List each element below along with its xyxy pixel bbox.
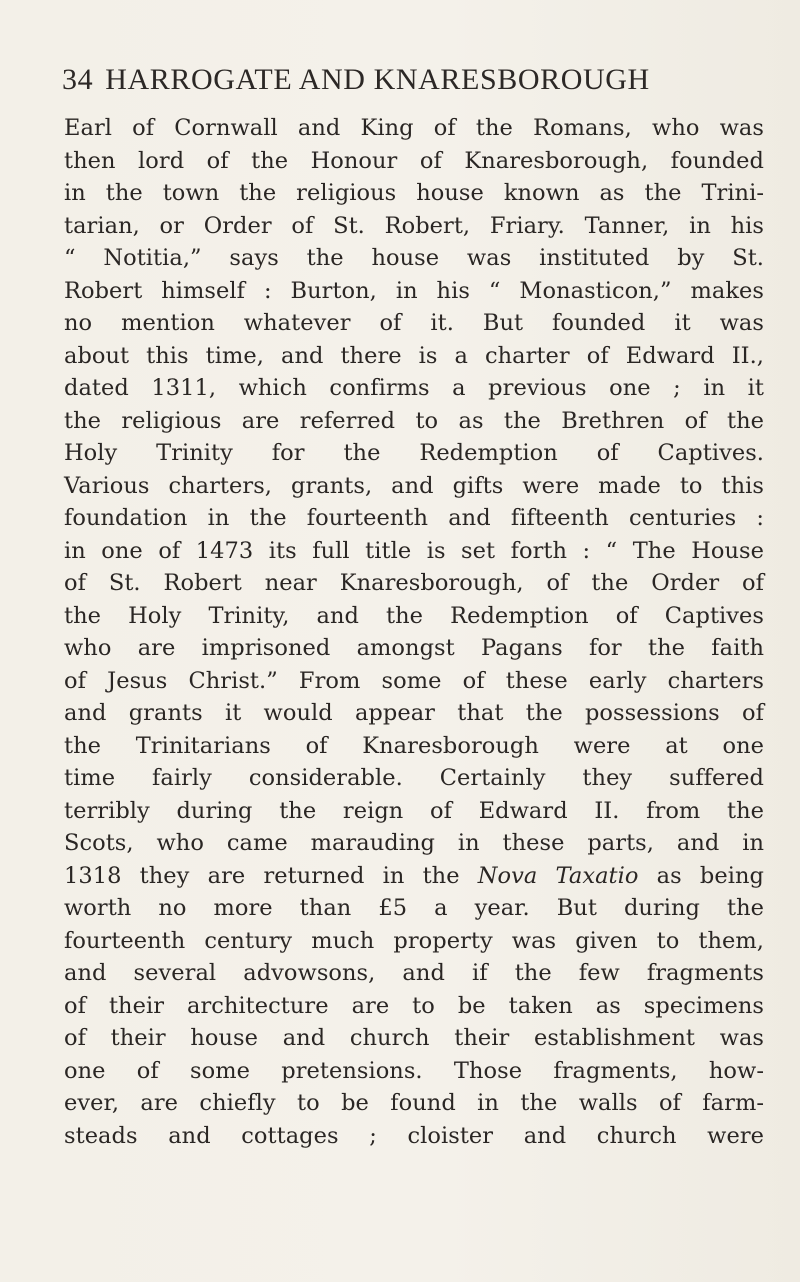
- text-line: Various charters, grants, and gifts were made to this: [64, 472, 764, 499]
- text-line: one of some pretensions. Those fragments, how-: [64, 1057, 764, 1084]
- text-line: of St. Robert near Knaresborough, of the Order of: [64, 570, 764, 596]
- text-line: tarian, or Order of St. Robert, Friary. Tanner, in his: [64, 212, 764, 239]
- running-head: [62, 60, 752, 100]
- text-line: foundation in the fourteenth and fifteenth centuries :: [64, 505, 764, 531]
- text-line: fourteenth century much property was given to them,: [64, 927, 764, 954]
- text-line: of their architecture are to be taken as specimens: [64, 992, 764, 1019]
- text-line: the Holy Trinity, and the Redemption of Captives: [64, 602, 764, 629]
- text-line: then lord of the Honour of Knaresborough, founded: [64, 147, 764, 174]
- text-line: and grants it would appear that the possessions of: [64, 700, 764, 726]
- text-line: about this time, and there is a charter of Edward II.,: [64, 342, 764, 369]
- text-line: worth no more than £5 a year. But during the: [64, 895, 764, 921]
- text-line: in one of 1473 its full title is set forth : “ The House: [64, 537, 764, 564]
- text-line: Holy Trinity for the Redemption of Captives.: [64, 440, 764, 466]
- text-line: the religious are referred to as the Brethren of the: [64, 407, 764, 434]
- text-line: no mention whatever of it. But founded it was: [64, 310, 764, 336]
- text-line: Scots, who came marauding in these parts, and in: [64, 830, 764, 856]
- text-line: ever, are chiefly to be found in the walls of farm-: [64, 1090, 764, 1116]
- running-title: HARROGATE AND KNARESBOROUGH: [105, 63, 650, 96]
- text-line: the Trinitarians of Knaresborough were at one: [64, 732, 764, 759]
- text-line-with-italic: [64, 860, 764, 893]
- text-line: who are imprisoned amongst Pagans for the faith: [64, 635, 764, 661]
- text-segment: as being: [638, 862, 764, 889]
- text-line: of their house and church their establishment was: [64, 1025, 764, 1051]
- text-segment: 1318 they are returned in the: [64, 862, 478, 889]
- body-text: [64, 112, 764, 1152]
- text-line: Earl of Cornwall and King of the Romans, who was: [64, 115, 764, 141]
- text-line: “ Notitia,” says the house was instituted by St.: [64, 245, 764, 271]
- text-line: steads and cottages ; cloister and church were: [64, 1122, 764, 1149]
- text-line: dated 1311, which confirms a previous one ; in it: [64, 375, 764, 401]
- text-line: time fairly considerable. Certainly they suffered: [64, 765, 764, 791]
- text-line: and several advowsons, and if the few fragments: [64, 960, 764, 986]
- text-line: Robert himself : Burton, in his “ Monasticon,” makes: [64, 277, 764, 304]
- text-line: in the town the religious house known as the Trini-: [64, 180, 764, 206]
- italic-title: Nova Taxatio: [477, 862, 639, 889]
- text-line: of Jesus Christ.” From some of these early charters: [64, 667, 764, 694]
- text-line: terribly during the reign of Edward II. from the: [64, 797, 764, 824]
- page-number: 34: [62, 63, 94, 96]
